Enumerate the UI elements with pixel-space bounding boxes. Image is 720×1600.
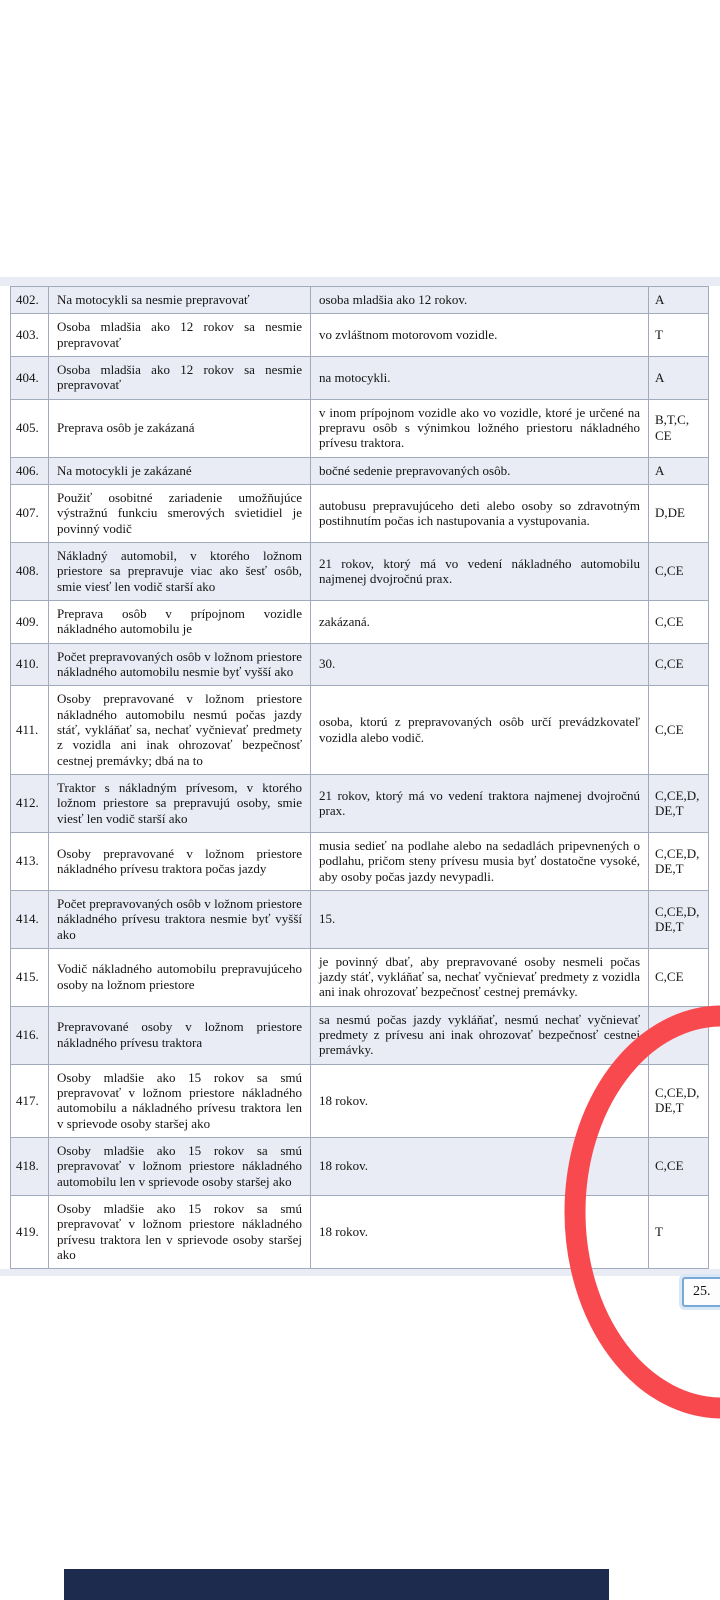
- answer-text: zakázaná.: [311, 600, 649, 643]
- table-row: [11, 287, 709, 314]
- question-text: Osoby prepravované v ložnom priestore nákladného prívesu traktora počas jazdy: [49, 832, 311, 890]
- answer-text: osoba mladšia ako 12 rokov.: [311, 287, 649, 314]
- question-text: Použiť osobitné zariadenie umožňujúce výstražnú funkciu smerových svietidiel je povinný vodič: [49, 484, 311, 542]
- question-text: Na motocykli je zakázané: [49, 457, 311, 484]
- question-number: 417.: [11, 1064, 49, 1137]
- question-number: 404.: [11, 356, 49, 399]
- category-codes: C,​CE: [649, 600, 709, 643]
- question-number: 405.: [11, 399, 49, 457]
- category-codes: A: [649, 287, 709, 314]
- question-number: 408.: [11, 542, 49, 600]
- question-text: Preprava osôb je zakázaná: [49, 399, 311, 457]
- table-row: [11, 314, 709, 357]
- answer-text: 15.: [311, 890, 649, 948]
- answer-text: 18 rokov.: [311, 1196, 649, 1269]
- table-row: [11, 542, 709, 600]
- question-text: Na motocykli sa nesmie prepravovať: [49, 287, 311, 314]
- question-text: Počet prepravovaných osôb v ložnom priestore nákladného prívesu traktora nesmie byť vyšší ako: [49, 890, 311, 948]
- answer-text: na motocykli.: [311, 356, 649, 399]
- table-row: [11, 1138, 709, 1196]
- category-codes: [649, 1006, 709, 1064]
- table-row: [11, 484, 709, 542]
- document-body: [0, 277, 720, 1276]
- question-text: Nákladný automobil, v ktorého ložnom priestore sa prepravuje viac ako šesť osôb, smie viesť len vodič starší ako: [49, 542, 311, 600]
- category-codes: C,​CE,​D,​DE,​T: [649, 1064, 709, 1137]
- question-number: 407.: [11, 484, 49, 542]
- category-codes: C,​CE,​D,​DE,​T: [649, 832, 709, 890]
- table-top-strip: [0, 277, 720, 286]
- table-row: [11, 643, 709, 686]
- question-text: Prepravované osoby v ložnom priestore nákladného prívesu traktora: [49, 1006, 311, 1064]
- question-number: 409.: [11, 600, 49, 643]
- table-row: [11, 600, 709, 643]
- questions-table: [10, 286, 709, 1269]
- answer-text: vo zvláštnom motorovom vozidle.: [311, 314, 649, 357]
- table-row: [11, 774, 709, 832]
- table-row: [11, 686, 709, 775]
- category-codes: T: [649, 1196, 709, 1269]
- page-number-badge[interactable]: 25.: [682, 1277, 720, 1307]
- question-text: Osoba mladšia ako 12 rokov sa nesmie prepravovať: [49, 314, 311, 357]
- question-text: Osoby mladšie ako 15 rokov sa smú prepravovať v ložnom priestore nákladného automobilu len v sprievode osoby staršej ako: [49, 1138, 311, 1196]
- answer-text: osoba, ktorú z prepravovaných osôb určí prevádzkovateľ vozidla alebo vodič.: [311, 686, 649, 775]
- question-number: 403.: [11, 314, 49, 357]
- answer-text: musia sedieť na podlahe alebo na sedadlách pripevnených o podlahu, pričom steny prívesu musia byť dostatočne vysoké, aby osoby počas jazdy nevypadli.: [311, 832, 649, 890]
- category-codes: C,​CE: [649, 1138, 709, 1196]
- table-row: [11, 399, 709, 457]
- answer-text: bočné sedenie prepravovaných osôb.: [311, 457, 649, 484]
- category-codes: B,​T,​C,​CE: [649, 399, 709, 457]
- category-codes: A: [649, 457, 709, 484]
- table-row: [11, 948, 709, 1006]
- question-number: 418.: [11, 1138, 49, 1196]
- question-text: Počet prepravovaných osôb v ložnom priestore nákladného automobilu nesmie byť vyšší ako: [49, 643, 311, 686]
- question-text: Osoba mladšia ako 12 rokov sa nesmie prepravovať: [49, 356, 311, 399]
- question-number: 412.: [11, 774, 49, 832]
- question-number: 411.: [11, 686, 49, 775]
- category-codes: D,​DE: [649, 484, 709, 542]
- question-number: 416.: [11, 1006, 49, 1064]
- answer-text: v inom prípojnom vozidle ako vo vozidle, ktoré je určené na prepravu osôb s výnimkou ložného priestoru nákladného prívesu traktora.: [311, 399, 649, 457]
- table-row: [11, 1196, 709, 1269]
- table-row: [11, 1006, 709, 1064]
- question-text: Osoby mladšie ako 15 rokov sa smú prepravovať v ložnom priestore nákladného prívesu traktora len v sprievode osoby staršej ako: [49, 1196, 311, 1269]
- table-row: [11, 1064, 709, 1137]
- category-codes: C,​CE,​D,​DE,​T: [649, 890, 709, 948]
- answer-text: je povinný dbať, aby prepravované osoby nesmeli počas jazdy stáť, vykláňať sa, nechať vyčnievať predmety z vozidla ani inak ohrozovať bezpečnosť cestnej premávky.: [311, 948, 649, 1006]
- answer-text: 18 rokov.: [311, 1138, 649, 1196]
- question-number: 413.: [11, 832, 49, 890]
- category-codes: C,​CE,​D,​DE,​T: [649, 774, 709, 832]
- category-codes: C,​CE: [649, 686, 709, 775]
- question-number: 419.: [11, 1196, 49, 1269]
- answer-text: 21 rokov, ktorý má vo vedení traktora najmenej dvojročnú prax.: [311, 774, 649, 832]
- category-codes: A: [649, 356, 709, 399]
- question-text: Traktor s nákladným prívesom, v ktorého ložnom priestore sa prepravujú osoby, smie viesť len vodič starší ako: [49, 774, 311, 832]
- answer-text: 21 rokov, ktorý má vo vedení nákladného automobilu najmenej dvojročnú prax.: [311, 542, 649, 600]
- bottom-bar: [64, 1569, 609, 1600]
- question-text: Osoby prepravované v ložnom priestore nákladného automobilu nesmú počas jazdy stáť, vykláňať sa, nechať vyčnievať predmety z vozidla ani inak ohrozovať bezpečnosť cestnej premávky; dbá na to: [49, 686, 311, 775]
- table-row: [11, 457, 709, 484]
- answer-text: sa nesmú počas jazdy vykláňať, nesmú nechať vyčnievať predmety z prívesu ani inak ohrozovať bezpečnosť cestnej premávky.: [311, 1006, 649, 1064]
- question-number: 406.: [11, 457, 49, 484]
- answer-text: 18 rokov.: [311, 1064, 649, 1137]
- questions-table-body: [11, 287, 709, 1269]
- table-bottom-strip: [0, 1269, 720, 1276]
- question-text: Preprava osôb v prípojnom vozidle nákladného automobilu je: [49, 600, 311, 643]
- question-number: 402.: [11, 287, 49, 314]
- question-number: 414.: [11, 890, 49, 948]
- question-text: Vodič nákladného automobilu prepravujúceho osoby na ložnom priestore: [49, 948, 311, 1006]
- category-codes: T: [649, 314, 709, 357]
- answer-text: autobusu prepravujúceho deti alebo osoby so zdravotným postihnutím počas ich nastupovania a vystupovania.: [311, 484, 649, 542]
- question-number: 415.: [11, 948, 49, 1006]
- table-row: [11, 356, 709, 399]
- category-codes: C,​CE: [649, 542, 709, 600]
- table-row: [11, 832, 709, 890]
- question-text: Osoby mladšie ako 15 rokov sa smú prepravovať v ložnom priestore nákladného automobilu a nákladného prívesu traktora len v sprievode osoby staršej ako: [49, 1064, 311, 1137]
- category-codes: C,​CE: [649, 948, 709, 1006]
- question-number: 410.: [11, 643, 49, 686]
- table-row: [11, 890, 709, 948]
- answer-text: 30.: [311, 643, 649, 686]
- category-codes: C,​CE: [649, 643, 709, 686]
